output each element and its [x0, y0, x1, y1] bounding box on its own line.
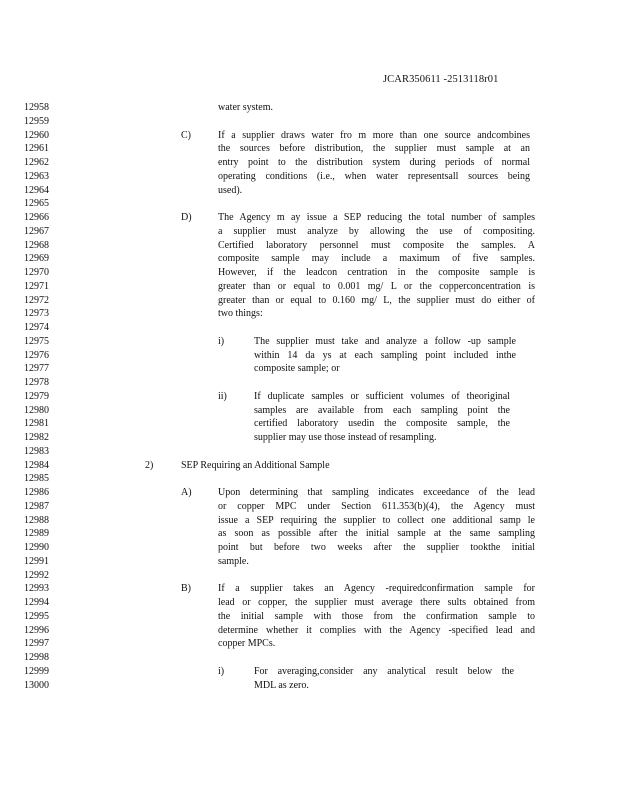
text-line: certified laboratory usedin the composite sample, the — [254, 418, 510, 430]
line-number: 12968 — [24, 239, 49, 251]
line-number: 12973 — [24, 308, 49, 320]
text-line: copper MPCs. — [218, 638, 276, 650]
line-number: 12962 — [24, 157, 49, 168]
text-line: entry point to the distribution system during periods of normal — [218, 157, 530, 168]
line-number: 12967 — [24, 225, 49, 237]
subitem-label-i: i) — [218, 335, 225, 347]
item-label-d: D) — [181, 212, 192, 223]
line-number: 12958 — [24, 102, 49, 113]
text-line: samples are available from each sampling point the — [254, 404, 510, 416]
line-number: 12993 — [24, 583, 49, 595]
line-number: 12978 — [24, 377, 49, 388]
text-line: as soon as possible after the initial sample at the same sampling — [218, 528, 535, 540]
text-line: sample. — [218, 555, 249, 567]
text-line: issue a SEP requiring the supplier to collect one additional samp le — [218, 514, 535, 526]
line-number: 12988 — [24, 514, 49, 526]
line-number: 12979 — [24, 390, 49, 402]
text-line: If duplicate samples or sufficient volumes of theoriginal — [254, 390, 510, 402]
line-number: 12971 — [24, 280, 49, 292]
text-line: Upon determining that sampling indicates exceedance of the lead — [218, 487, 535, 498]
line-number: 12970 — [24, 267, 49, 278]
text-line: or copper MPC under Section 611.353(b)(4), the Agency must — [218, 500, 535, 512]
line-number: 12992 — [24, 569, 49, 581]
line-number: 12996 — [24, 624, 49, 636]
text-line: composite sample; or — [254, 363, 340, 375]
text-line: used). — [218, 184, 243, 196]
line-number: 12984 — [24, 459, 49, 471]
line-number: 12961 — [24, 143, 49, 155]
line-number: 12985 — [24, 473, 49, 485]
text-line: supplier may use those instead of resampling. — [254, 432, 437, 443]
line-number: 12972 — [24, 294, 49, 306]
section-label-2: 2) — [145, 459, 154, 471]
line-number: 12969 — [24, 253, 49, 265]
text-line: water system. — [218, 102, 273, 113]
text-line: determine whether it complies with the Agency -specified lead and — [218, 624, 535, 636]
line-number: 12998 — [24, 652, 49, 663]
line-number: 12999 — [24, 665, 49, 677]
line-number: 12976 — [24, 349, 49, 361]
line-number: 12989 — [24, 528, 49, 540]
line-number: 12987 — [24, 500, 49, 512]
line-number: 12975 — [24, 335, 49, 347]
text-line: greater than or equal to 0.160 mg/ L, the supplier must do either of — [218, 294, 535, 306]
item-label-b: B) — [181, 583, 191, 595]
line-number: 12990 — [24, 542, 49, 553]
text-line: If a supplier draws water fro m more than one source andcombines — [218, 129, 530, 141]
text-line: Certified laboratory personnel must composite the samples. A — [218, 239, 535, 251]
line-number: 12997 — [24, 638, 49, 650]
text-line: the sources before distribution, the supplier must sample at an — [218, 143, 530, 155]
line-number: 12980 — [24, 404, 49, 416]
text-line: For averaging,consider any analytical result below the — [254, 665, 514, 677]
line-number: 13000 — [24, 679, 49, 691]
text-line: operating conditions (i.e., when water representsall sources being — [218, 170, 530, 182]
text-line: the initial sample with those from the confirmation sample to — [218, 610, 535, 622]
text-line: MDL as zero. — [254, 679, 309, 691]
line-number: 12965 — [24, 198, 49, 210]
line-number: 12982 — [24, 432, 49, 443]
line-number: 12983 — [24, 445, 49, 457]
line-number: 12991 — [24, 555, 49, 567]
text-line: lead or copper, the supplier must average there sults obtained from — [218, 597, 535, 608]
line-number: 12960 — [24, 129, 49, 141]
line-number: 12966 — [24, 212, 49, 223]
text-line: composite sample may include a maximum of five samples. — [218, 253, 535, 265]
text-line: a supplier must analyze by allowing the use of compositing. — [218, 225, 535, 237]
subitem-label-i: i) — [218, 665, 225, 677]
text-line: If a supplier takes an Agency -requiredconfirmation sample for — [218, 583, 535, 595]
subitem-label-ii: ii) — [218, 390, 227, 402]
line-number: 12974 — [24, 322, 49, 333]
line-number: 12977 — [24, 363, 49, 375]
section-heading: SEP Requiring an Additional Sample — [181, 459, 330, 471]
text-line: The supplier must take and analyze a follow -up sample — [254, 335, 516, 347]
line-number: 12986 — [24, 487, 49, 498]
text-line: greater than or equal to 0.001 mg/ L or the copperconcentration is — [218, 280, 535, 292]
document-id-header: JCAR350611 -2513118r01 — [383, 74, 499, 85]
text-line: two things: — [218, 308, 263, 320]
line-number: 12994 — [24, 597, 49, 608]
text-line: point but before two weeks after the supplier tookthe initial — [218, 542, 535, 553]
line-number: 12964 — [24, 184, 49, 196]
line-number: 12963 — [24, 170, 49, 182]
line-number-column — [24, 101, 64, 692]
text-line: However, if the leadcon centration in the composite sample is — [218, 267, 535, 278]
line-number: 12981 — [24, 418, 49, 430]
item-label-a: A) — [181, 487, 192, 498]
line-number: 12959 — [24, 115, 49, 127]
line-number: 12995 — [24, 610, 49, 622]
text-line: The Agency m ay issue a SEP reducing the total number of samples — [218, 212, 535, 223]
text-line: within 14 da ys at each sampling point included inthe — [254, 349, 516, 361]
item-label-c: C) — [181, 129, 191, 141]
